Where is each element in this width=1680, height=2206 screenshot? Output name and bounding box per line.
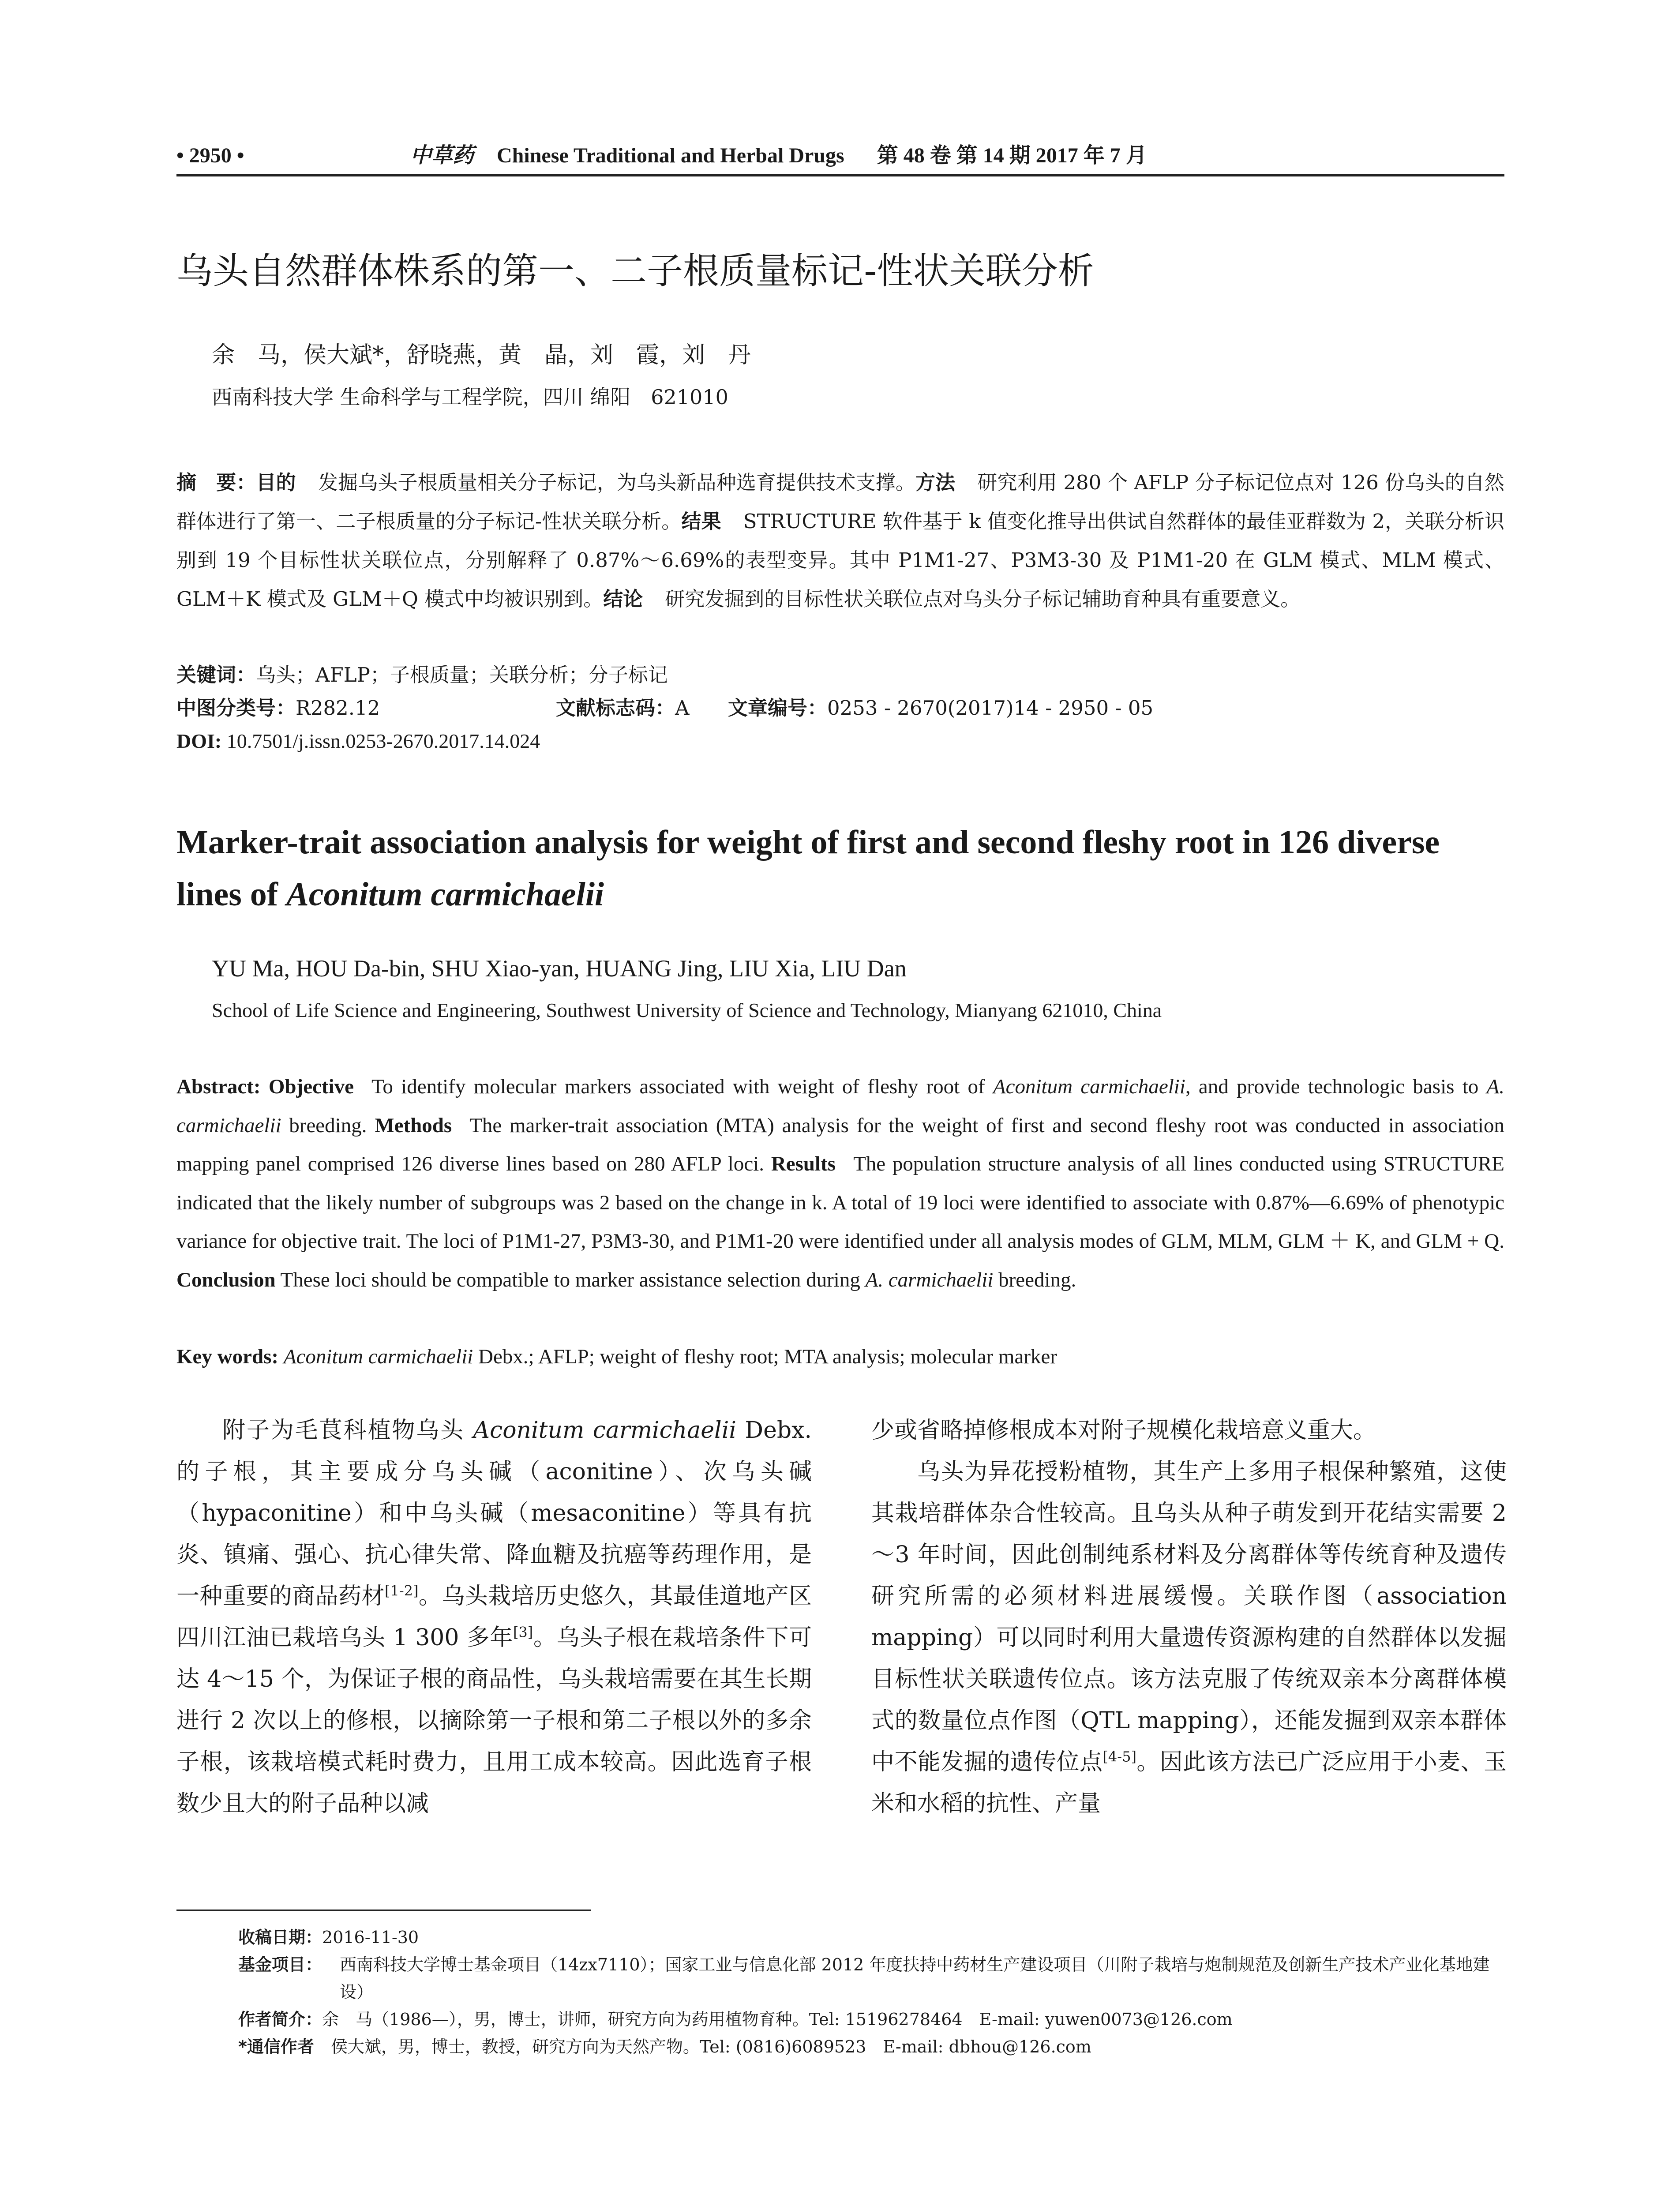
body-column-right: [871, 1410, 1507, 1824]
classification-line: [176, 693, 1504, 724]
citation-link[interactable]: [1-2]: [384, 1582, 419, 1599]
cn-methods-label: 方法: [915, 471, 956, 494]
body-species: Aconitum carmichaelii: [473, 1417, 736, 1444]
cn-objective-text: 发掘乌头子根质量相关分子标记，为乌头新品种选育提供技术支撑。: [318, 471, 915, 494]
en-objective-text: To identify molecular markers associated with weight of fleshy root of: [371, 1075, 993, 1098]
en-title-species: Aconitum carmichaelii: [286, 876, 604, 913]
cn-conclusion-text: 研究发掘到的目标性状关联位点对乌头分子标记辅助育种具有重要意义。: [665, 587, 1301, 611]
footnote-text: 西南科技大学博士基金项目（14zx7110）；国家工业与信息化部 2012 年度扶持中药材生产建设项目（川附子栽培与炮制规范及创新生产技术产业化基地建设）: [340, 1955, 1490, 2002]
en-conclusion-text: These loci should be compatible to marker assistance selection during: [280, 1268, 866, 1291]
footnote-received: [176, 1924, 1504, 1951]
clc-field: [176, 693, 380, 724]
article-no-label: 文章编号：: [728, 696, 828, 720]
cn-objective-label: 目的: [256, 471, 296, 494]
body-text: Debx. 的子根，其主要成分乌头碱（aconitine）、次乌头碱（hypaconitine）和中乌头碱（mesaconitine）等具有抗炎、镇痛、强心、抗心律失常、降血糖及抗癌等药理作用，是一种重要的商品药材: [176, 1417, 812, 1609]
body-paragraph: [176, 1410, 812, 1824]
en-abstract-label: Abstract:: [176, 1075, 261, 1098]
body-text: 附子为毛茛科植物乌头: [222, 1417, 473, 1444]
doc-code-value: A: [675, 696, 690, 720]
page-number: • 2950 •: [176, 144, 244, 167]
cn-keywords: [176, 660, 668, 690]
cn-conclusion-label: 结论: [603, 587, 643, 611]
cn-authors: 余 马，侯大斌*，舒晓燕，黄 晶，刘 霞，刘 丹: [212, 342, 751, 368]
doc-code-field: [556, 693, 690, 724]
en-objective-text-2: , and provide technologic basis to: [1185, 1075, 1487, 1098]
en-conclusion-text-2: breeding.: [993, 1268, 1076, 1291]
cn-abstract-label: 摘 要：: [176, 471, 256, 494]
footnote-author: [176, 2006, 1504, 2033]
en-results-text: The population structure analysis of all lines conducted using STRUCTURE indicated that the likely number of subgroups was 2 based on the change in k. A total of 19 loci were identified to associate with 0.87%—6.69% of phenotypic variance for objective trait. The loci of P1M1-27, P3M3-30, and P1M1-20 were identified under all analysis modes of GLM, MLM, GLM ＋ K, and GLM + Q.: [176, 1152, 1505, 1253]
cn-keywords-label: 关键词：: [176, 663, 256, 687]
footnote-text: 2016-11-30: [322, 1928, 419, 1947]
footnote-text: 侯大斌，男，博士，教授，研究方向为天然产物。Tel: (0816)6089523 E-mail: dbhou@126.com: [330, 2037, 1091, 2056]
footnote-divider: [176, 1910, 591, 1911]
cn-results-text: STRUCTURE 软件基于 k 值变化推导出供试自然群体的最佳亚群数为 2，关联分析识别到 19 个目标性状关联位点，分别解释了 0.87%～6.69%的表型变异。其中 P1M1-27、P3M3-30 及 P1M1-20 在 GLM 模式、MLM 模式、GLM＋K 模式及 GLM＋Q 模式中均被识别到。: [176, 510, 1504, 611]
body-text: 。乌头栽培历史悠久，其最佳道地产区四川江油已栽培乌头 1 300 多年: [176, 1583, 812, 1651]
journal-header: [410, 137, 1147, 174]
journal-name-en: Chinese Traditional and Herbal Drugs: [497, 144, 844, 167]
footnote-text: 余 马（1986—），男，博士，讲师，研究方向为药用植物育种。Tel: 15196278464 E-mail: yuwen0073@126.com: [322, 2010, 1233, 2029]
footnote-fund: [176, 1951, 1504, 2006]
en-methods-text: The marker-trait association (MTA) analysis for the weight of first and second fleshy root was conducted in association mapping panel comprised 126 diverse lines based on 280 AFLP loci.: [176, 1114, 1504, 1175]
doi-label: DOI:: [176, 730, 222, 752]
clc-label: 中图分类号：: [176, 696, 296, 720]
doi-line: [176, 726, 540, 757]
en-objective-species-2: A. carmichaelii: [176, 1075, 1504, 1137]
cn-affiliation: 西南科技大学 生命科学与工程学院，四川 绵阳 621010: [212, 385, 728, 409]
body-text: 乌头为异花授粉植物，其生产上多用子根保种繁殖，这使其栽培群体杂合性较高。且乌头从种子萌发到开花结实需要 2～3 年时间，因此创制纯系材料及分离群体等传统育种及遗传研究所需的必须材料进展缓慢。关联作图（association mapping）可以同时利用大量遗传资源构建的自然群体以发掘目标性状关联遗传位点。该方法克服了传统双亲本分离群体模式的数量位点作图（QTL mapping），还能发掘到双亲本群体中不能发掘的遗传位点: [871, 1459, 1507, 1775]
en-authors: YU Ma, HOU Da-bin, SHU Xiao-yan, HUANG Jing, LIU Xia, LIU Dan: [212, 955, 907, 982]
en-abstract: [176, 1068, 1504, 1299]
body-paragraph: 少或省略掉修根成本对附子规模化栽培意义重大。: [871, 1417, 1376, 1444]
footnote-label: 收稿日期：: [238, 1928, 322, 1947]
en-title-text: Marker-trait association analysis for weight of first and second fleshy root in 126 diverse lines of: [176, 824, 1440, 913]
cn-title: 乌头自然群体株系的第一、二子根质量标记-性状关联分析: [176, 250, 1094, 292]
article-no-field: [728, 693, 1153, 724]
doi-link[interactable]: 10.7501/j.issn.0253-2670.2017.14.024: [226, 730, 540, 752]
footnote-label: 基金项目：: [238, 1955, 322, 1974]
cn-abstract: [176, 463, 1504, 619]
footnotes: [176, 1924, 1504, 2060]
en-objective-label: Objective: [268, 1075, 354, 1098]
en-objective-species: Aconitum carmichaelii: [993, 1075, 1185, 1098]
running-header: [176, 137, 1504, 176]
footnote-label: *通信作者: [238, 2037, 314, 2056]
en-objective-text-3: breeding.: [281, 1114, 367, 1137]
cn-methods-text: 研究利用 280 个 AFLP 分子标记位点对 126 份乌头的自然群体进行了第一、二子根质量的分子标记-性状关联分析。: [176, 471, 1504, 533]
citation-link[interactable]: [4-5]: [1102, 1748, 1136, 1765]
footnote-corresponding: [176, 2033, 1504, 2060]
article-no-value: 0253 - 2670(2017)14 - 2950 - 05: [827, 696, 1154, 720]
cn-results-label: 结果: [681, 510, 721, 533]
en-keywords-text: Debx.; AFLP; weight of fleshy root; MTA analysis; molecular marker: [473, 1345, 1058, 1368]
en-results-label: Results: [771, 1152, 836, 1175]
cn-keywords-text: 乌头；AFLP；子根质量；关联分析；分子标记: [256, 663, 668, 687]
doc-code-label: 文献标志码：: [556, 696, 675, 720]
en-conclusion-label: Conclusion: [176, 1268, 276, 1291]
en-affiliation: School of Life Science and Engineering, Southwest University of Science and Technology, Mianyang 621010, China: [212, 999, 1162, 1021]
en-keywords: [176, 1341, 1504, 1372]
en-title: [176, 816, 1504, 920]
en-keywords-label: Key words:: [176, 1345, 279, 1368]
clc-value: R282.12: [296, 696, 380, 720]
en-methods-label: Methods: [375, 1114, 452, 1137]
citation-link[interactable]: [3]: [513, 1624, 533, 1641]
body-text: 。乌头子根在栽培条件下可达 4～15 个，为保证子根的商品性，乌头栽培需要在其生长期进行 2 次以上的修根，以摘除第一子根和第二子根以外的多余子根，该栽培模式耗时费力，且用工成本较高。因此选育子根数少且大的附子品种以减: [176, 1624, 812, 1817]
body-text: 。因此该方法已广泛应用于小麦、玉米和水稻的抗性、产量: [871, 1749, 1507, 1817]
body-column-left: [176, 1410, 812, 1824]
footnote-label: 作者简介：: [238, 2010, 322, 2029]
en-keywords-species: Aconitum carmichaelii: [283, 1345, 473, 1368]
journal-issue: 第 48 卷 第 14 期 2017 年 7 月: [877, 144, 1147, 167]
en-conclusion-species: A. carmichaelii: [865, 1268, 994, 1291]
journal-logo-cn: 中草药: [410, 143, 474, 168]
body-paragraph: [871, 1451, 1507, 1824]
